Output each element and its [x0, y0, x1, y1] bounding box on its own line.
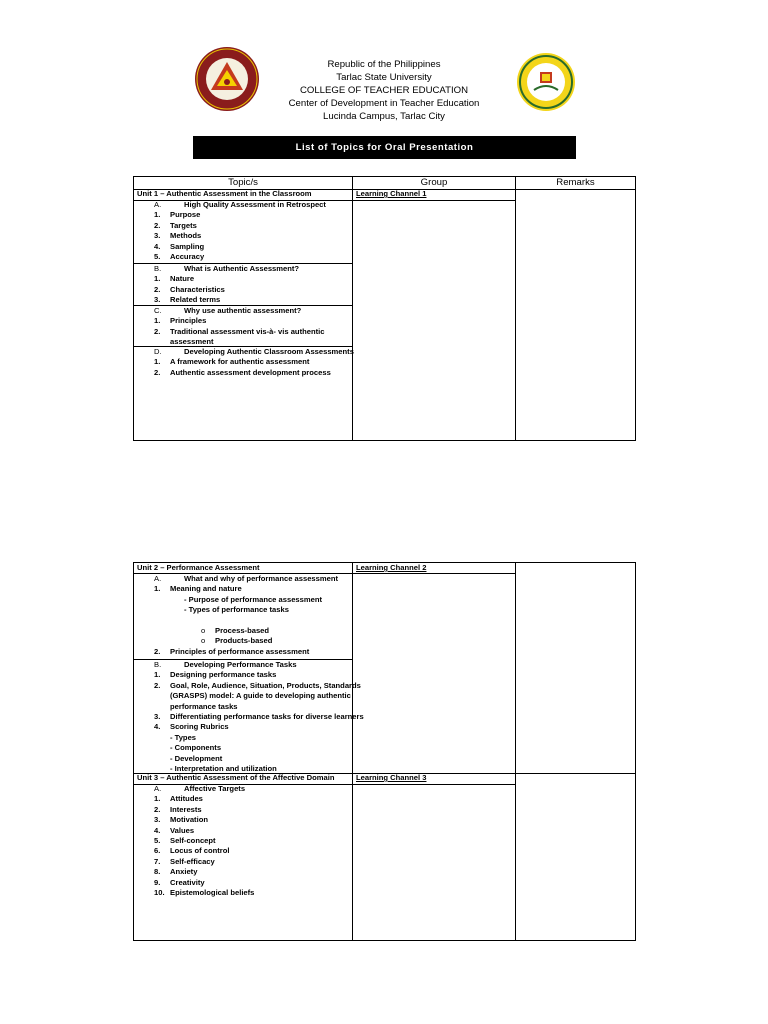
header-line: Lucinda Campus, Tarlac City	[323, 111, 445, 122]
text-fragment: Attitudes	[170, 794, 203, 804]
text-fragment: Motivation	[170, 815, 208, 825]
text-fragment: o	[201, 625, 206, 635]
text-fragment: Authentic assessment development process	[170, 367, 331, 377]
text-fragment: High Quality Assessment in Retrospect	[184, 200, 326, 209]
text-line	[137, 660, 351, 670]
text-fragment: Creativity	[170, 877, 205, 887]
list-item	[137, 711, 364, 722]
list-item	[137, 815, 351, 825]
header-line: COLLEGE OF TEACHER EDUCATION	[299, 85, 469, 96]
text-fragment: B.	[154, 264, 162, 273]
list-item	[137, 327, 351, 337]
list-item	[137, 836, 351, 846]
column-divider	[352, 563, 353, 940]
text-fragment: A framework for authentic assessment	[170, 357, 310, 367]
college-of-teacher-education-seal	[516, 52, 576, 112]
text-fragment: What and why of performance assessment	[184, 574, 339, 583]
unit2-section-b	[137, 660, 364, 774]
text-fragment: 1.	[154, 316, 161, 326]
text-fragment: Methods	[170, 231, 202, 241]
text-fragment: 2.	[154, 804, 161, 814]
text-fragment: 9.	[154, 877, 161, 887]
text-fragment: Sampling	[170, 241, 205, 251]
list-item	[137, 647, 351, 657]
text-fragment: Characteristics	[170, 284, 225, 294]
text-fragment: 2.	[154, 680, 161, 690]
text-fragment: Designing performance tasks	[170, 670, 277, 680]
header-line: Center of Development in Teacher Education	[288, 98, 480, 109]
text-fragment: o	[201, 636, 206, 646]
text-line	[137, 574, 351, 584]
section-b	[137, 264, 351, 306]
list-item	[137, 285, 351, 295]
text-fragment: 2.	[154, 284, 161, 294]
text-fragment: 7.	[154, 856, 161, 866]
list-item	[137, 867, 351, 877]
text-fragment: 4.	[154, 241, 161, 251]
row-divider	[352, 200, 515, 201]
text-fragment: Interests	[170, 804, 202, 814]
text-fragment: Nature	[170, 274, 195, 284]
text-fragment: 1.	[154, 584, 161, 594]
unit-title: Unit 1 – Authentic Assessment in the Classroom	[137, 189, 312, 198]
list-item	[137, 888, 351, 898]
text-fragment: 5.	[154, 835, 161, 845]
text-line	[137, 264, 351, 274]
text-fragment: 4.	[154, 825, 161, 835]
text-fragment: A.	[154, 574, 162, 583]
text-fragment: performance tasks	[170, 701, 238, 711]
text-fragment: Why use authentic assessment?	[184, 306, 302, 315]
list-item	[137, 316, 351, 326]
text-fragment: Self-concept	[170, 835, 216, 845]
list-item	[137, 221, 351, 231]
section-a	[137, 200, 351, 262]
text-fragment: Traditional assessment vis-à- vis authentic	[170, 326, 325, 336]
column-divider	[515, 177, 516, 440]
text-fragment: C.	[154, 306, 162, 315]
text-fragment: 3.	[154, 231, 161, 241]
text-fragment: A.	[154, 784, 162, 793]
text-line	[137, 595, 351, 605]
list-item	[137, 794, 351, 804]
text-fragment: Meaning and nature	[170, 584, 242, 594]
list-item	[137, 295, 351, 305]
text-line	[137, 616, 351, 626]
unit3-section-a	[137, 784, 351, 898]
header-line: Republic of the Philippines	[327, 59, 441, 70]
list-item	[137, 584, 351, 594]
text-fragment: 2.	[154, 646, 161, 656]
text-fragment: 2.	[154, 326, 161, 336]
topics-table-2	[133, 562, 636, 941]
text-fragment: Self-efficacy	[170, 856, 215, 866]
list-item	[137, 626, 351, 636]
learning-channel: Learning Channel 3	[356, 773, 427, 782]
text-fragment: Scoring Rubrics	[170, 722, 229, 732]
learning-channel: Learning Channel 1	[356, 189, 427, 198]
text-fragment: 2.	[154, 367, 161, 377]
header-line: Tarlac State University	[336, 72, 432, 83]
text-line	[137, 754, 351, 764]
text-fragment: - Types	[170, 732, 197, 742]
text-fragment: Products-based	[215, 636, 273, 646]
column-divider	[352, 177, 353, 440]
text-line	[137, 605, 351, 615]
list-item	[137, 636, 351, 646]
text-fragment: Targets	[170, 220, 197, 230]
list-item	[137, 368, 351, 378]
text-fragment: Differentiating performance tasks for diverse learners	[170, 711, 364, 721]
text-fragment: 10.	[154, 887, 165, 897]
text-fragment: Developing Performance Tasks	[184, 660, 297, 669]
text-fragment: Epistemological beliefs	[170, 887, 255, 897]
list-item	[137, 231, 351, 241]
list-item	[137, 252, 351, 262]
text-line	[137, 702, 351, 712]
list-item	[137, 805, 351, 815]
list-item	[137, 210, 351, 220]
text-fragment: Values	[170, 825, 195, 835]
text-fragment: - Development	[170, 753, 223, 763]
text-fragment: Accuracy	[170, 251, 205, 261]
list-item	[137, 857, 351, 867]
text-fragment: 6.	[154, 846, 161, 856]
text-line	[137, 306, 351, 316]
section-c	[137, 306, 351, 348]
text-fragment: Goal, Role, Audience, Situation, Products, Standards	[170, 680, 361, 690]
institution-header	[270, 58, 498, 123]
text-fragment: Principles	[170, 316, 207, 326]
text-line	[137, 743, 351, 753]
column-header-topics: Topic/s	[228, 177, 258, 188]
text-fragment: Related terms	[170, 295, 221, 305]
unit-title: Unit 3 – Authentic Assessment of the Affective Domain	[137, 773, 335, 782]
text-line	[137, 200, 351, 210]
unit-title: Unit 2 – Performance Assessment	[137, 563, 260, 572]
text-fragment: - Purpose of performance assessment	[184, 594, 323, 604]
column-header-remarks: Remarks	[556, 177, 595, 188]
list-item	[137, 878, 351, 888]
text-fragment: Affective Targets	[184, 784, 246, 793]
text-fragment: What is Authentic Assessment?	[184, 264, 300, 273]
text-fragment: 4.	[154, 722, 161, 732]
list-item	[137, 846, 351, 856]
text-fragment: A.	[154, 200, 162, 209]
text-fragment: 1.	[154, 794, 161, 804]
text-fragment: B.	[154, 660, 162, 669]
text-line	[137, 691, 351, 701]
text-fragment: D.	[154, 347, 162, 356]
text-fragment: - Components	[170, 743, 222, 753]
list-item	[137, 722, 351, 732]
document-title: List of Topics for Oral Presentation	[193, 136, 576, 159]
section-d	[137, 347, 354, 378]
learning-channel: Learning Channel 2	[356, 563, 427, 572]
list-item	[137, 242, 351, 252]
list-item	[137, 274, 351, 284]
list-item	[137, 670, 351, 680]
column-header-group: Group	[420, 177, 448, 188]
text-fragment: (GRASPS) model: A guide to developing authentic	[170, 691, 351, 701]
unit2-section-a	[137, 574, 351, 657]
text-fragment: 1.	[154, 210, 161, 220]
text-fragment: 3.	[154, 295, 161, 305]
text-fragment: Developing Authentic Classroom Assessments	[184, 347, 354, 356]
text-line	[137, 337, 351, 347]
list-item	[137, 357, 351, 367]
text-line	[137, 733, 351, 743]
text-fragment: assessment	[170, 337, 214, 347]
text-fragment: 2.	[154, 220, 161, 230]
text-fragment: Locus of control	[170, 846, 230, 856]
text-line	[137, 784, 351, 794]
text-fragment: 5.	[154, 251, 161, 261]
tarlac-state-university-seal	[194, 46, 260, 112]
list-item	[137, 826, 351, 836]
column-divider	[515, 563, 516, 940]
text-fragment: - Interpretation and utilization	[170, 763, 277, 773]
text-fragment: 3.	[154, 815, 161, 825]
text-fragment: 1.	[154, 357, 161, 367]
topics-table-1	[133, 176, 636, 441]
text-fragment: Purpose	[170, 210, 201, 220]
text-fragment: Process-based	[215, 625, 270, 635]
text-fragment: - Types of performance tasks	[184, 605, 289, 615]
list-item	[137, 680, 361, 691]
text-fragment: 3.	[154, 711, 161, 721]
text-fragment: 8.	[154, 867, 161, 877]
text-fragment: Principles of performance assessment	[170, 646, 310, 656]
text-fragment: 1.	[154, 274, 161, 284]
text-fragment: Anxiety	[170, 867, 198, 877]
text-line	[137, 347, 354, 357]
text-fragment: 1.	[154, 670, 161, 680]
